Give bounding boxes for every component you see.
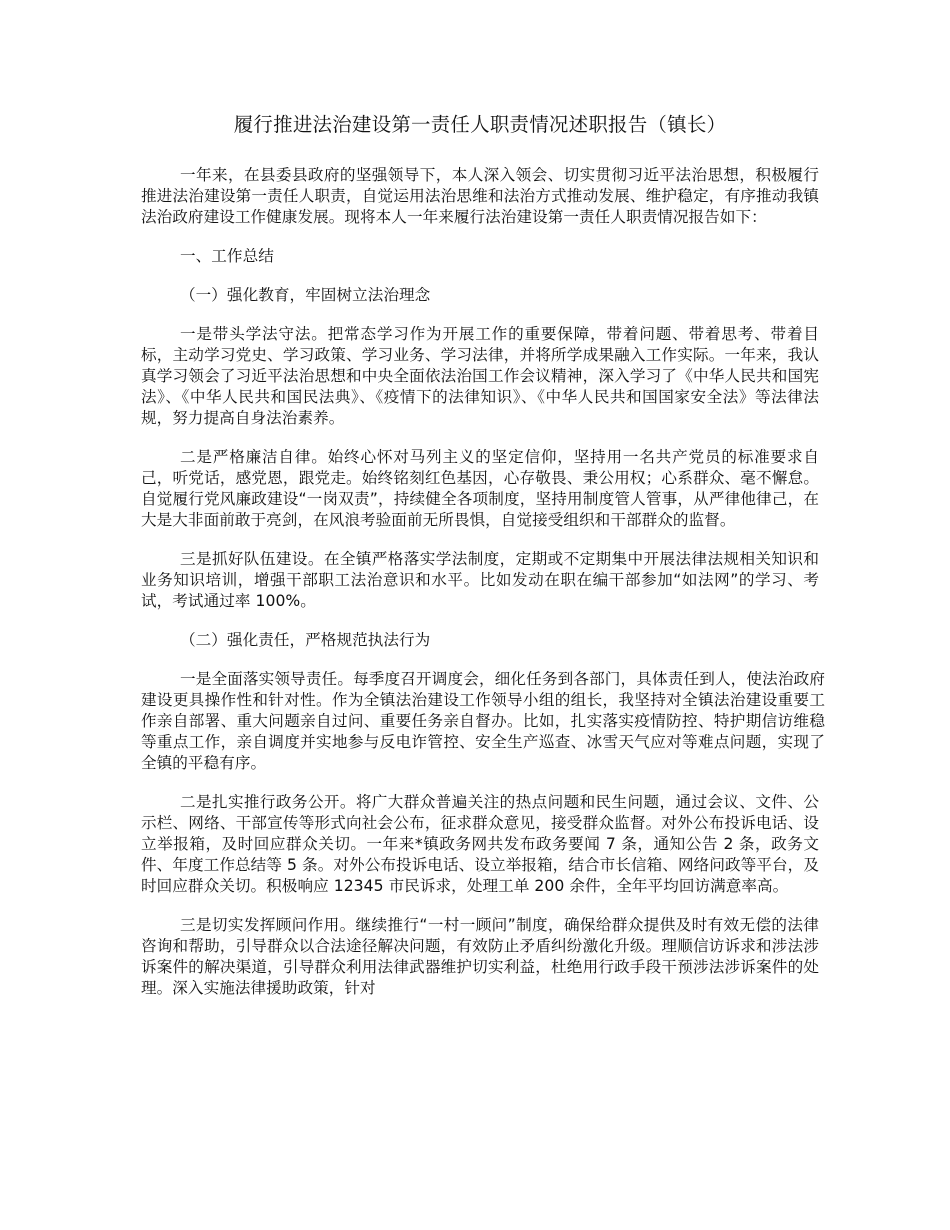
paragraph-intro: 一年来，在县委县政府的坚强领导下，本人深入领会、切实贯彻习近平法治思想，积极履行推进法治建设第一责任人职责，自觉运用法治思维和法治方式推动发展、维护稳定，有序推动我镇法治政府建设工作健康发展。现将本人一年来履行法治建设第一责任人职责情况报告如下： (141, 166, 819, 226)
paragraph-legal-advisor: 三是切实发挥顾问作用。继续推行“一村一顾问”制度，确保给群众提供及时有效无偿的法律咨询和帮助，引导群众以合法途径解决问题，有效防止矛盾纠纷激化升级。理顺信访诉求和涉法涉诉案件的解决渠道，引导群众利用法律武器维护切实利益，杜绝用行政手段干预涉法涉诉案件的处理。深入实施法律援助政策，针对 (141, 916, 819, 997)
document-title: 履行推进法治建设第一责任人职责情况述职报告（镇长） (233, 113, 727, 136)
paragraph-team-building: 三是抓好队伍建设。在全镇严格落实学法制度，定期或不定期集中开展法律法规相关知识和业务知识培训，增强干部职工法治意识和水平。比如发动在职在编干部参加“如法网”的学习、考试，考试通过率 100%。 (141, 550, 819, 610)
subsection-heading-education: （一）强化教育，牢固树立法治理念 (180, 286, 431, 304)
document-page (141, 112, 825, 1017)
paragraph-leadership-responsibility: 一是全面落实领导责任。每季度召开调度会，细化任务到各部门，具体责任到人，使法治政府建设更具操作性和针对性。作为全镇法治建设工作领导小组的组长，我坚持对全镇法治建设重要工作亲自部署、重大问题亲自过问、重要任务亲自督办。比如，扎实落实疫情防控、特护期信访维稳等重点工作，亲自调度并实地参与反电诈管控、安全生产巡查、冰雪天气应对等难点问题，实现了全镇的平稳有序。 (141, 670, 825, 772)
paragraph-self-discipline: 二是严格廉洁自律。始终心怀对马列主义的坚定信仰，坚持用一名共产党员的标准要求自己，听党话，感党恩，跟党走。始终铭刻红色基因，心存敬畏、秉公用权；心系群众、毫不懈怠。自觉履行党风廉政建设“一岗双责”，持续健全各项制度，坚持用制度管人管事，从严律他律己，在大是大非面前敢于亮剑，在风浪考验面前无所畏惧，自觉接受组织和干部群众的监督。 (141, 448, 819, 529)
paragraph-government-openness: 二是扎实推行政务公开。将广大群众普遍关注的热点问题和民生问题，通过会议、文件、公示栏、网络、干部宣传等形式向社会公布，征求群众意见，接受群众监督。对外公布投诉电话、设立举报箱，及时回应群众关切。一年来*镇政务网共发布政务要闻 7 条，通知公告 2 条，政务文件、年度工作总结等 5 条。对外公布投诉电话、设立举报箱，结合市长信箱、网络问政等平台，及时回应群众关切。积极响应 12345 市民诉求，处理工单 200 余件，全年平均回访满意率高。 (141, 793, 819, 895)
subsection-heading-responsibility: （二）强化责任，严格规范执法行为 (180, 631, 431, 649)
section-heading-work-summary: 一、工作总结 (180, 247, 274, 265)
paragraph-study-law: 一是带头学法守法。把常态学习作为开展工作的重要保障，带着问题、带着思考、带着目标，主动学习党史、学习政策、学习业务、学习法律，并将所学成果融入工作实际。一年来，我认真学习领会了习近平法治思想和中央全面依法治国工作会议精神，深入学习了《中华人民共和国宪法》、《中华人民共和国民法典》、《疫情下的法律知识》、《中华人民共和国国家安全法》等法律法规，努力提高自身法治素养。 (141, 325, 819, 427)
